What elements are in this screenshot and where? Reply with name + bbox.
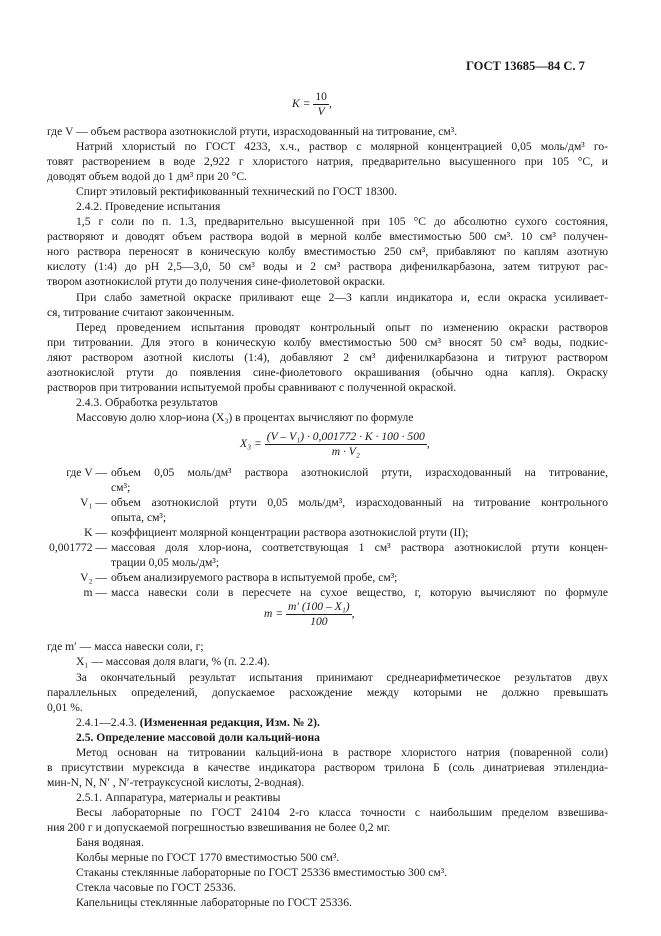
line2-15: Капельницы стеклянные лабораторные по ГОСТ 25336. <box>76 896 352 909</box>
line2-9: Весы лабораторные по ГОСТ 24104 2-го класса точности с наибольшим пределом взвешива- <box>76 806 608 819</box>
line-13: Перед проведением испытания проводят контрольный опыт по изменению окраски растворов <box>76 321 608 334</box>
formula-m <box>264 600 355 629</box>
line-11: При слабо заметной окраске приливают еще 2—3 капли индикатора и, если окраска усиливает- <box>76 291 608 304</box>
where1-text-1: см³; <box>111 481 131 494</box>
where1-sym-7: V₂ — <box>80 571 107 584</box>
line-6: 1,5 г соли по п. 1.3, предварительно высушенной при 105 °С до абсолютно сухого состояния, <box>76 215 608 228</box>
line2-1: параллельных определений, допускаемое расхождение между которыми не должно превышать <box>47 686 608 699</box>
line-4: Спирт этиловый ректификованный технический по ГОСТ 18300. <box>76 185 398 198</box>
formula-k-denominator: V <box>317 105 325 118</box>
formula-x3-fraction <box>265 430 427 459</box>
formula-m-denominator: 100 <box>310 615 328 628</box>
formula-x3-numerator: (V – V₁) · 0,001772 · K · 100 · 500 <box>266 430 425 443</box>
line2-8: 2.5.1. Аппаратура, материалы и реактивы <box>76 791 281 804</box>
line2-0: За окончательный результат испытания принимают среднеарифметическое результатов двух <box>76 671 608 684</box>
where1-text-7: объем анализируемого раствора в испытуемой пробе, см³; <box>111 571 398 584</box>
line-15: ляют раствором азотной кислоты (1:4), добавляют 2 см³ дифенилкарбазона и титруют раствором <box>47 351 608 364</box>
where1-text-8: масса навески соли в пересчете на сухое вещество, г, которую вычисляют по формуле <box>111 586 608 599</box>
where1-sym-8: m — <box>83 586 107 599</box>
line-1: Натрий хлористый по ГОСТ 4233, х.ч., раствор с молярной концентрацией 0,05 моль/дм³ го- <box>76 140 608 153</box>
formula-k-fraction <box>313 90 329 119</box>
line2-10: ния 200 г и допускаемой погрешностью взвешивания не более 0,2 мг. <box>47 821 391 834</box>
line2-14: Стекла часовые по ГОСТ 25336. <box>76 881 236 894</box>
where2-0: где m′ — масса навески соли, г; <box>47 640 204 653</box>
formula-x3 <box>240 430 430 459</box>
where1-sym-4: K — <box>84 526 107 539</box>
line-8: ного раствора переносят в коническую колбу вместимостью 250 см³, прибавляют по каплям азотную <box>47 245 608 258</box>
formula-k <box>292 90 332 119</box>
line-19: Массовую долю хлор-иона (X₃) в процентах вычисляют по формуле <box>76 411 414 424</box>
line-12: ся, титрование считают законченным. <box>47 306 235 319</box>
line2-13: Стаканы стеклянные лабораторные по ГОСТ 25336 вместимостью 300 см³. <box>76 866 448 879</box>
line-7: растворяют и доводят объем раствора водой в мерной колбе вместимостью 500 см³. 10 см³ получен- <box>47 230 608 243</box>
where2-1: X₁ — массовая доля влаги, % (п. 2.2.4). <box>76 655 270 668</box>
line2-7: мин-N, N, N′ , N′-тетрауксусной кислоты, 2-водная). <box>47 776 305 789</box>
line-17: растворов при титровании испытуемой пробы сравнивают с полученной окраской. <box>47 381 457 394</box>
line2-2: 0,01 %. <box>47 701 83 714</box>
line2-12: Колбы мерные по ГОСТ 1770 вместимостью 500 см³. <box>76 851 340 864</box>
formula-x3-denominator: m · V₂ <box>331 445 360 458</box>
formula-x3-lhs: X₃ = <box>240 437 262 451</box>
where1-text-3: опыта, см³; <box>111 511 167 524</box>
formula-k-tail: , <box>328 97 332 111</box>
formula-k-numerator: 10 <box>315 90 327 103</box>
line-16: азотнокислой ртути до появления сине-фиолетового окрашивания (обычно одна капля). Окраску <box>47 366 608 379</box>
line2-6: в присутствии мурексида в качестве индикатора раствором трилона Б (соль динатриевая этилендиа- <box>47 761 608 774</box>
line2-5: Метод основан на титровании кальций-иона в растворе хлористого натрия (поваренной соли) <box>76 746 608 759</box>
page-header: ГОСТ 13685—84 С. 7 <box>466 59 585 73</box>
line-0: где V — объем раствора азотнокислой ртути, израсходованный на титрование, см³. <box>47 125 458 138</box>
line-3: доводят объем водой до 1 дм³ при 20 °С. <box>47 170 247 183</box>
amendment-note: (Измененная редакция, Изм. № 2). <box>139 716 320 729</box>
formula-x3-tail: , <box>426 437 430 451</box>
where1-text-6: трации 0,05 моль/дм³; <box>111 556 220 569</box>
where1-sym-5: 0,001772 — <box>49 541 107 554</box>
section-heading-2-5: 2.5. Определение массовой доли кальций-иона <box>76 731 320 744</box>
formula-k-lhs: K = <box>292 97 311 111</box>
where1-text-4: коэффициент молярной концентрации раствора азотнокислой ртути (II); <box>111 526 469 539</box>
formula-m-numerator: m′ (100 – X₁) <box>288 600 350 613</box>
where1-sym-2: V₁ — <box>80 496 107 509</box>
line-5: 2.4.2. Проведение испытания <box>76 200 221 213</box>
line-18: 2.4.3. Обработка результатов <box>76 396 218 409</box>
line-9: кислоту (1:4) до pH 2,5—3,0, 50 см³ воды и 2 см³ раствора дифенилкарбазона, затем титруют рас- <box>47 260 608 273</box>
line2-11: Баня водяная. <box>76 836 144 849</box>
where1-text-2: объем азотнокислой ртути 0,05 моль/дм³, израсходованный на титрование контрольного <box>111 496 608 509</box>
formula-m-tail: , <box>351 607 355 621</box>
where1-text-5: массовая доля хлор-иона, соответствующая 1 см³ раствора азотнокислой ртути концен- <box>111 541 608 554</box>
where1-sym-0: где V — <box>66 466 107 479</box>
line-2: товят растворением в воде 2,922 г хлористого натрия, предварительно высушенного при 105 °С, и <box>47 155 608 168</box>
line2-3: 2.4.1—2.4.3. (Измененная редакция, Изм. № 2). <box>76 716 320 729</box>
formula-m-lhs: m = <box>264 607 284 621</box>
formula-m-fraction <box>286 600 352 629</box>
line-14: при титровании. Для этого в коническую колбу вместимостью 500 см³ вносят 50 см³ воды, подкис- <box>47 336 608 349</box>
where1-text-0: объем 0,05 моль/дм³ раствора азотнокислой ртути, израсходованный на титрование, <box>111 466 608 479</box>
line-10: твором азотнокислой ртути до получения сине-фиолетовой окраски. <box>47 275 386 288</box>
